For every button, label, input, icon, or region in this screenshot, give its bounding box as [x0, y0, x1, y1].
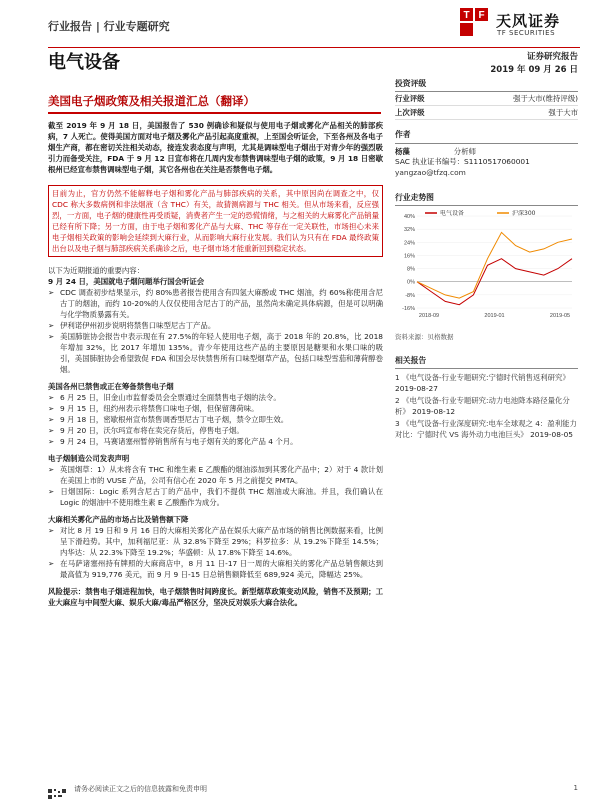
related-header: 相关报告 — [395, 355, 578, 369]
bullet-arrow-icon: ➢ — [48, 426, 55, 435]
main-content — [48, 120, 383, 608]
analyst-title: 分析师 — [453, 146, 476, 156]
logo-en-text: TF SECURITIES — [497, 29, 556, 37]
related-report-item[interactable]: 2 《电气设备-行业专题研究:动力电池降本路径量化分析》 2019-08-12 — [395, 396, 570, 416]
analyst-cert: SAC 执业证书编号：S1110517060001 — [395, 157, 530, 166]
related-report-item[interactable]: 3 《电气设备-行业深度研究:电车全球观之 4：盈利能力对比：宁德时代 VS 海外动力电池巨头》 2019-08-05 — [395, 419, 577, 439]
rating-key: 上次评级 — [395, 108, 425, 117]
y-tick-label: 16% — [403, 253, 415, 260]
rating-row — [395, 92, 578, 106]
list-item: ➢ 对比 8 月 19 日和 9 月 16 日的大麻相关雾化产品在娱乐大麻产品市场的销售比例数据来看，比例呈下滑趋势。其中，加利福尼亚：从 32.8%下降至 29%；科罗拉多：从 19.2%下降至 14.5%；内华达：从 22.3%下降至 19.2%；华盛顿：从 17.8%下降至 14.6%。 — [48, 526, 383, 557]
section-heading: 大麻相关雾化产品的市场占比及销售额下降 — [48, 515, 189, 524]
section-market-share — [48, 514, 383, 580]
list-item: ➢ 美国肺脏协会报告中表示现在有 27.5%的年轻人使用电子烟，高于 2018 年的 20.8%，比 2018 年增加 32%，比 2017 年增加 135%。青少年使用这些产品的主要原因是糖果和水果口味的吸引，美国肺脏协会希望敦促 FDA 和国会尽快禁售所有口味型烟草产品，包括口味型雪茄和薄荷醇卷烟。 — [48, 332, 383, 374]
x-tick-label: 2018-09 — [418, 313, 440, 319]
svg-text:T: T — [463, 10, 470, 21]
y-tick-label: -16% — [402, 306, 415, 312]
rating-row — [395, 106, 578, 120]
list-item: ➢ 9 月 15 日，纽约州表示将禁售口味电子烟，但保留薄荷味。 — [48, 404, 259, 413]
risk-warning: 风险提示：禁售电子烟进程加快，电子烟禁售时间跨度长。新型烟草政策变动风险，销售不及预期；工业大麻应与中间型大麻、娱乐大麻/毒品严格区分，坚决反对娱乐大麻合法化。 — [48, 587, 383, 607]
section-manufacturers — [48, 453, 383, 508]
chart-source: 资料来源：贝格数据 — [395, 333, 454, 341]
trend-chart-svg — [395, 210, 578, 330]
legend-label: 沪深300 — [512, 210, 536, 217]
bullet-arrow-icon: ➢ — [48, 465, 55, 474]
company-logo — [460, 6, 580, 44]
legend-label: 电气设备 — [440, 210, 465, 217]
bullet-arrow-icon: ➢ — [48, 437, 55, 446]
trend-header: 行业走势图 — [395, 192, 578, 206]
x-tick-label: 2019-01 — [484, 313, 505, 319]
y-tick-label: 40% — [403, 214, 415, 220]
summary-paragraph: 截至 2019 年 9 月 18 日，美国报告了 530 例确诊和疑似与使用电子烟或雾化产品相关的肺部疾病，7 人死亡。使得美国方面对电子烟及雾化产品引起高度重视，上至国会听证会，下至各州及各电子烟生产商，都在密切关注相关动态，接连发表态度与声明，尤其是调味型电子烟出于对青少年的强烈吸引力而备受关注，FDA 于 9 月 12 日宣布将在几周内发布禁售调味型电子烟的政策，9 月 18 日密歇根州已经宣布禁售调味型电子烟，其它各州也在关注是否禁售电子烟。 — [48, 121, 383, 174]
analyst-block — [395, 130, 578, 178]
list-item: ➢ 英国烟草：1）从未将含有 THC 和维生素 E 乙酸酯的烟油添加到其雾化产品中；2）对于 4 款计划在美国上市的 VUSE 产品，公司有信心在 2020 年 5 月之前提交 PMTA。 — [48, 465, 383, 485]
analyst-email[interactable]: yangzao@tfzq.com — [395, 167, 466, 177]
section-heading: 9 月 24 日，美国就电子烟问题举行国会听证会 — [48, 277, 205, 286]
section-heading: 美国各州已禁售或正在筹备禁售电子烟 — [48, 382, 174, 391]
sidebar — [395, 78, 578, 442]
bullet-arrow-icon: ➢ — [48, 559, 55, 568]
bullet-arrow-icon: ➢ — [48, 393, 55, 402]
y-tick-label: 8% — [407, 266, 415, 273]
section-hearing — [48, 276, 383, 375]
list-item: ➢ 9 月 20 日，沃尔玛宣布将在卖完存货后，停售电子烟。 — [48, 426, 244, 435]
tf-logo-icon — [460, 8, 490, 38]
svg-text:F: F — [478, 10, 485, 21]
list-item: ➢ 6 月 25 日，旧金山市监督委员会全票通过全面禁售电子烟的法令。 — [48, 393, 281, 402]
highlight-box: 目前为止，官方仍然不能解释电子烟和雾化产品与肺部疾病的关系，其中原因尚在调查之中，仅 CDC 称大多数病例和非法烟液（含 THC）有关，故猜测病源与 THC 相关。但从市场来看，反应强烈，一方面，电子烟的健康性再受质疑，消费者产生一定的恐慌情绪，与之相关的大麻雾化产品销量已经有所下降；另一方面，由于电子烟和雾化产品与大麻、THC 等存在一定关联性，市场担心未来电子烟相关政策的影响会延续到大麻行业，从而影响大麻行业发展。我们认为只有在 FDA 最终政策出台以及电子烟与肺部疾病关系确诊之后，电子烟市场才能重新回到稳定状态。 — [48, 185, 383, 257]
x-tick-label: 2019-05 — [549, 313, 571, 319]
report-date: 2019 年 09 月 26 日 — [490, 65, 578, 75]
related-report-item[interactable]: 1 《电气设备-行业专题研究:宁德时代销售返利研究》 2019-08-27 — [395, 373, 570, 393]
top-bar — [48, 12, 580, 48]
list-item: ➢ 伊利诺伊州初步说明将禁售口味型尼古丁产品。 — [48, 321, 216, 330]
list-item: ➢ 9 月 24 日，马赛诸塞州暂停销售所有与电子烟有关的雾化产品 4 个月。 — [48, 437, 298, 446]
author-header: 作者 — [395, 130, 578, 144]
list-item: ➢ 9 月 18 日，密歇根州宣布禁售调香型尼古丁电子烟，禁令立即生效。 — [48, 415, 289, 424]
list-item: ➢ 日烟国际：Logic 系列含尼古丁的产品中，我们不提供 THC 烟油或大麻油。并且，我们确认在 Logic 的烟油中不使用维生素 E 乙酸酯作为成分。 — [48, 487, 383, 507]
report-title: 美国电子烟政策及相关报道汇总（翻译） — [48, 94, 255, 108]
intro-text: 以下为近期报道的重要内容： — [48, 266, 145, 275]
analyst-name: 杨藻 — [395, 146, 410, 156]
section-heading: 电子烟制造公司发表声明 — [48, 454, 130, 463]
list-item: ➢ 在马萨诸塞州持有牌照的大麻商店中，8 月 11 日-17 日一周的大麻相关的雾化产品总销售额达到最高值为 919,776 美元，而 9 月 9 日-15 日总销售额降低至 689,924 美元，降幅达 25%。 — [48, 559, 383, 579]
bullet-arrow-icon: ➢ — [48, 321, 55, 330]
related-reports — [395, 373, 578, 440]
bullet-arrow-icon: ➢ — [48, 404, 55, 413]
list-item: ➢ CDC 调查初步结果显示，约 80%患者报告使用含有四氢大麻酚或 THC 烟油，约 60%称使用含尼古丁的烟油，而约 10-20%的人仅仅使用含尼古丁的产品，虽然尚未确定具体病源，但是可以明确与化学物质暴露有关。 — [48, 288, 383, 319]
y-tick-label: 24% — [403, 240, 415, 247]
rating-header: 投资评级 — [395, 78, 578, 92]
bullet-arrow-icon: ➢ — [48, 288, 55, 297]
industry-title: 电气设备 — [48, 52, 120, 73]
rating-value: 强于大市 — [548, 108, 578, 117]
bullet-arrow-icon: ➢ — [48, 487, 55, 496]
rating-key: 行业评级 — [395, 94, 425, 103]
footer-disclaimer: 请务必阅读正文之后的信息披露和免责申明 — [74, 785, 207, 793]
report-type: 证券研究报告 — [526, 52, 578, 62]
rating-value: 强于大市(维持评级) — [513, 94, 578, 103]
report-category: 行业报告 | 行业专题研究 — [48, 20, 170, 33]
trend-chart — [395, 210, 578, 330]
bullet-arrow-icon: ➢ — [48, 526, 55, 535]
y-tick-label: 0% — [407, 279, 415, 286]
y-tick-label: 32% — [403, 227, 415, 234]
bullet-arrow-icon: ➢ — [48, 332, 55, 341]
section-state-bans — [48, 381, 383, 447]
title-underline — [48, 112, 381, 114]
footer — [48, 784, 578, 794]
logo-cn-text: 天风证券 — [496, 12, 561, 30]
bullet-arrow-icon: ➢ — [48, 415, 55, 424]
page-number: 1 — [573, 784, 578, 792]
y-tick-label: -8% — [405, 292, 415, 299]
